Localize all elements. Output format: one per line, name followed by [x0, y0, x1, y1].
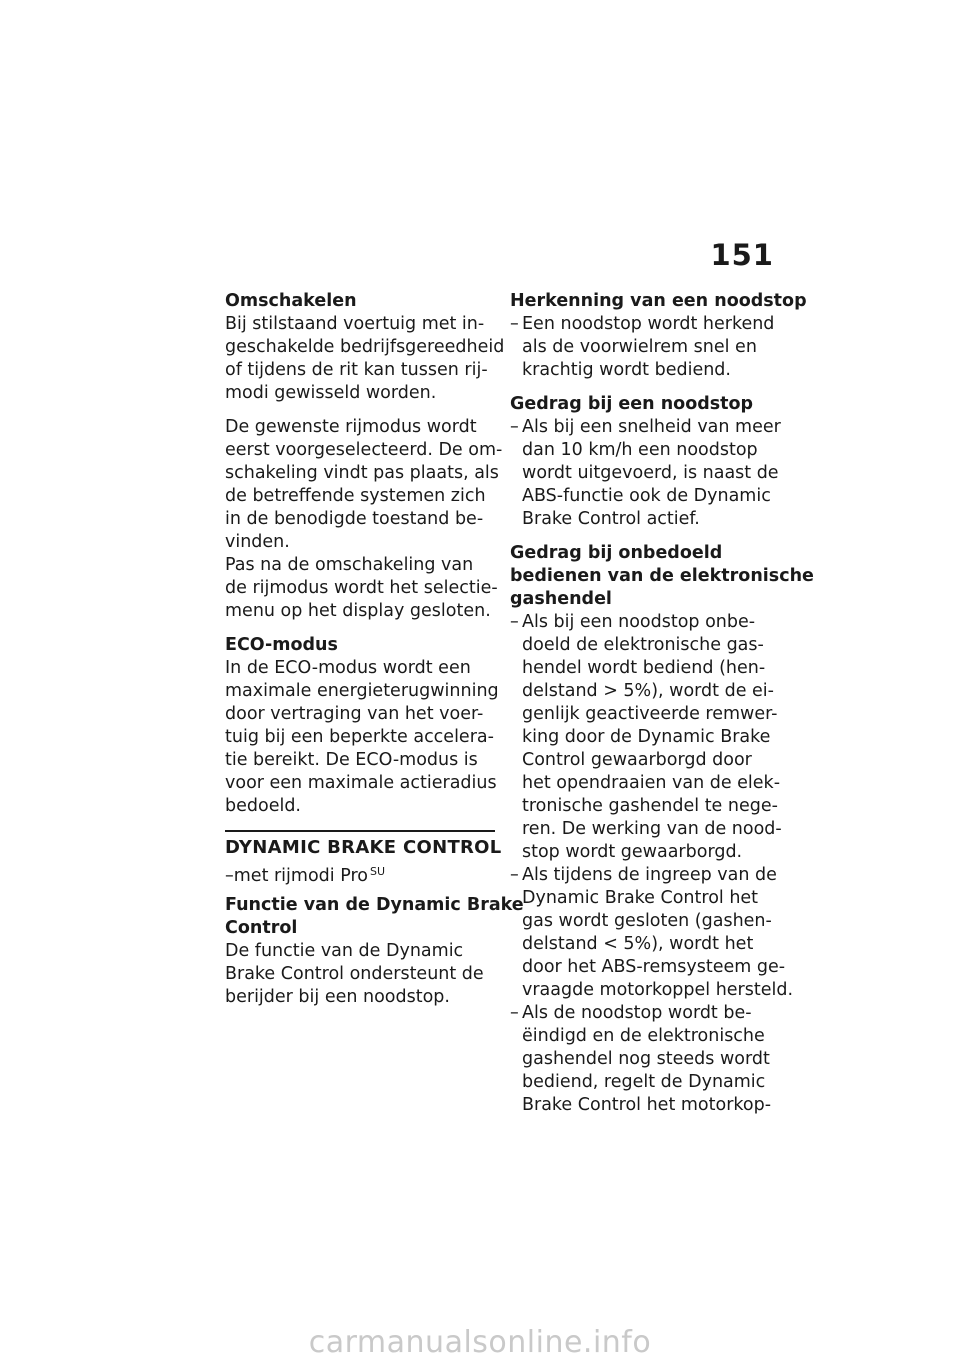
text-line: wordt uitgevoerd, is naast de: [522, 463, 779, 483]
text-line: De functie van de Dynamic: [225, 941, 464, 961]
dbc-function-heading: Functie van de Dynamic Brake: [225, 895, 524, 915]
text-line: genlijk geactiveerde remwer-: [522, 704, 778, 724]
text-line: maximale energieterugwinning: [225, 681, 499, 701]
eco-paragraph: [225, 657, 499, 818]
text-line: king door de Dynamic Brake: [522, 727, 771, 747]
page-number: 151: [710, 238, 774, 272]
herkenning-heading: Herkenning van een noodstop: [510, 291, 807, 311]
text-line: In de ECO-modus wordt een: [225, 658, 471, 678]
text-line: krachtig wordt bediend.: [522, 360, 731, 380]
text-line: schakeling vindt pas plaats, als: [225, 463, 499, 483]
list-item: [510, 611, 785, 864]
dash-icon: –: [510, 417, 519, 437]
text-line: bedoeld.: [225, 796, 301, 816]
text-line: door het ABS-remsysteem ge-: [522, 957, 786, 977]
onbedoeld-heading: bedienen van de elektronische: [510, 566, 814, 586]
dbc-paragraph: [225, 940, 495, 1009]
text-line: tie bereikt. De ECO-modus is: [225, 750, 478, 770]
text-line: Pas na de omschakeling van: [225, 555, 474, 575]
gedrag-heading: Gedrag bij een noodstop: [510, 394, 754, 414]
text-line: hendel wordt bediend (hen-: [522, 658, 766, 678]
dash-icon: –: [510, 865, 519, 885]
text-line: vinden.: [225, 532, 290, 552]
dash-icon: –: [225, 866, 234, 886]
onbedoeld-section: [510, 542, 814, 1117]
variant-superscript: SU: [369, 865, 386, 878]
omschakelen-section: [225, 290, 505, 623]
text-line: vraagde motorkoppel hersteld.: [522, 980, 794, 1000]
text-line: modi gewisseld worden.: [225, 383, 437, 403]
text-line: Brake Control ondersteunt de: [225, 964, 484, 984]
text-line: ëindigd en de elektronische: [522, 1026, 765, 1046]
eco-section: [225, 634, 499, 818]
text-line: gashendel nog steeds wordt: [522, 1049, 770, 1069]
dash-icon: –: [510, 314, 519, 334]
text-line: Brake Control het motorkop-: [522, 1095, 772, 1115]
right-column: [510, 290, 814, 1117]
text-line: Een noodstop wordt herkend: [522, 314, 775, 334]
text-line: de betreffende systemen zich: [225, 486, 486, 506]
text-line: De gewenste rijmodus wordt: [225, 417, 477, 437]
eco-heading: ECO-modus: [225, 635, 338, 655]
text-line: als de voorwielrem snel en: [522, 337, 757, 357]
herkenning-section: [510, 290, 807, 382]
text-line: eerst voorgeselecteerd. De om-: [225, 440, 503, 460]
text-line: tuig bij een beperkte accelera-: [225, 727, 494, 747]
text-line: of tijdens de rit kan tussen rij-: [225, 360, 488, 380]
dash-icon: –: [510, 1003, 519, 1023]
text-line: Dynamic Brake Control het: [522, 888, 759, 908]
dbc-variant-note: [225, 865, 495, 888]
text-line: Als de noodstop wordt be-: [522, 1003, 752, 1023]
onbedoeld-heading: Gedrag bij onbedoeld: [510, 543, 723, 563]
text-line: voor een maximale actieradius: [225, 773, 497, 793]
omschakelen-heading: Omschakelen: [225, 291, 357, 311]
text-line: geschakelde bedrijfsgereedheid: [225, 337, 505, 357]
text-line: de rijmodus wordt het selectie-: [225, 578, 498, 598]
list-item: [510, 313, 785, 382]
text-line: dan 10 km/h een noodstop: [522, 440, 758, 460]
text-line: ABS-functie ook de Dynamic: [522, 486, 771, 506]
text-line: Als bij een noodstop onbe-: [522, 612, 756, 632]
text-line: gas wordt gesloten (gashen-: [522, 911, 772, 931]
text-line: bediend, regelt de Dynamic: [522, 1072, 766, 1092]
omschakelen-paragraph-1: [225, 313, 505, 405]
dbc-section: [225, 830, 524, 1009]
text-line: menu op het display gesloten.: [225, 601, 491, 621]
text-line: Als tijdens de ingreep van de: [522, 865, 777, 885]
gedrag-section: [510, 393, 785, 531]
text-line: Control gewaarborgd door: [522, 750, 752, 770]
omschakelen-paragraph-2: [225, 416, 503, 554]
text-line: tronische gashendel te nege-: [522, 796, 778, 816]
watermark: carmanualsonline.info: [308, 1325, 652, 1360]
text-line: door vertraging van het voer-: [225, 704, 484, 724]
omschakelen-paragraph-3: [225, 554, 498, 623]
text-line: Brake Control actief.: [522, 509, 700, 529]
onbedoeld-heading: gashendel: [510, 589, 612, 609]
text-line: delstand < 5%), wordt het: [522, 934, 754, 954]
dbc-section-title: DYNAMIC BRAKE CONTROL: [225, 837, 502, 858]
text-line: in de benodigde toestand be-: [225, 509, 484, 529]
text-line: Bij stilstaand voertuig met in-: [225, 314, 485, 334]
text-line: ren. De werking van de nood-: [522, 819, 782, 839]
text-line: berijder bij een noodstop.: [225, 987, 450, 1007]
variant-text: met rijmodi Pro: [233, 866, 368, 886]
list-item: [510, 416, 785, 531]
dbc-function-heading: Control: [225, 918, 298, 938]
list-item: [510, 864, 794, 1002]
text-line: doeld de elektronische gas-: [522, 635, 764, 655]
dash-icon: –: [510, 612, 519, 632]
text-line: Als bij een snelheid van meer: [522, 417, 781, 437]
text-line: het opendraaien van de elek-: [522, 773, 781, 793]
left-column: [225, 290, 524, 1009]
text-line: stop wordt gewaarborgd.: [522, 842, 743, 862]
list-item: [510, 1002, 785, 1117]
text-line: delstand > 5%), wordt de ei-: [522, 681, 774, 701]
